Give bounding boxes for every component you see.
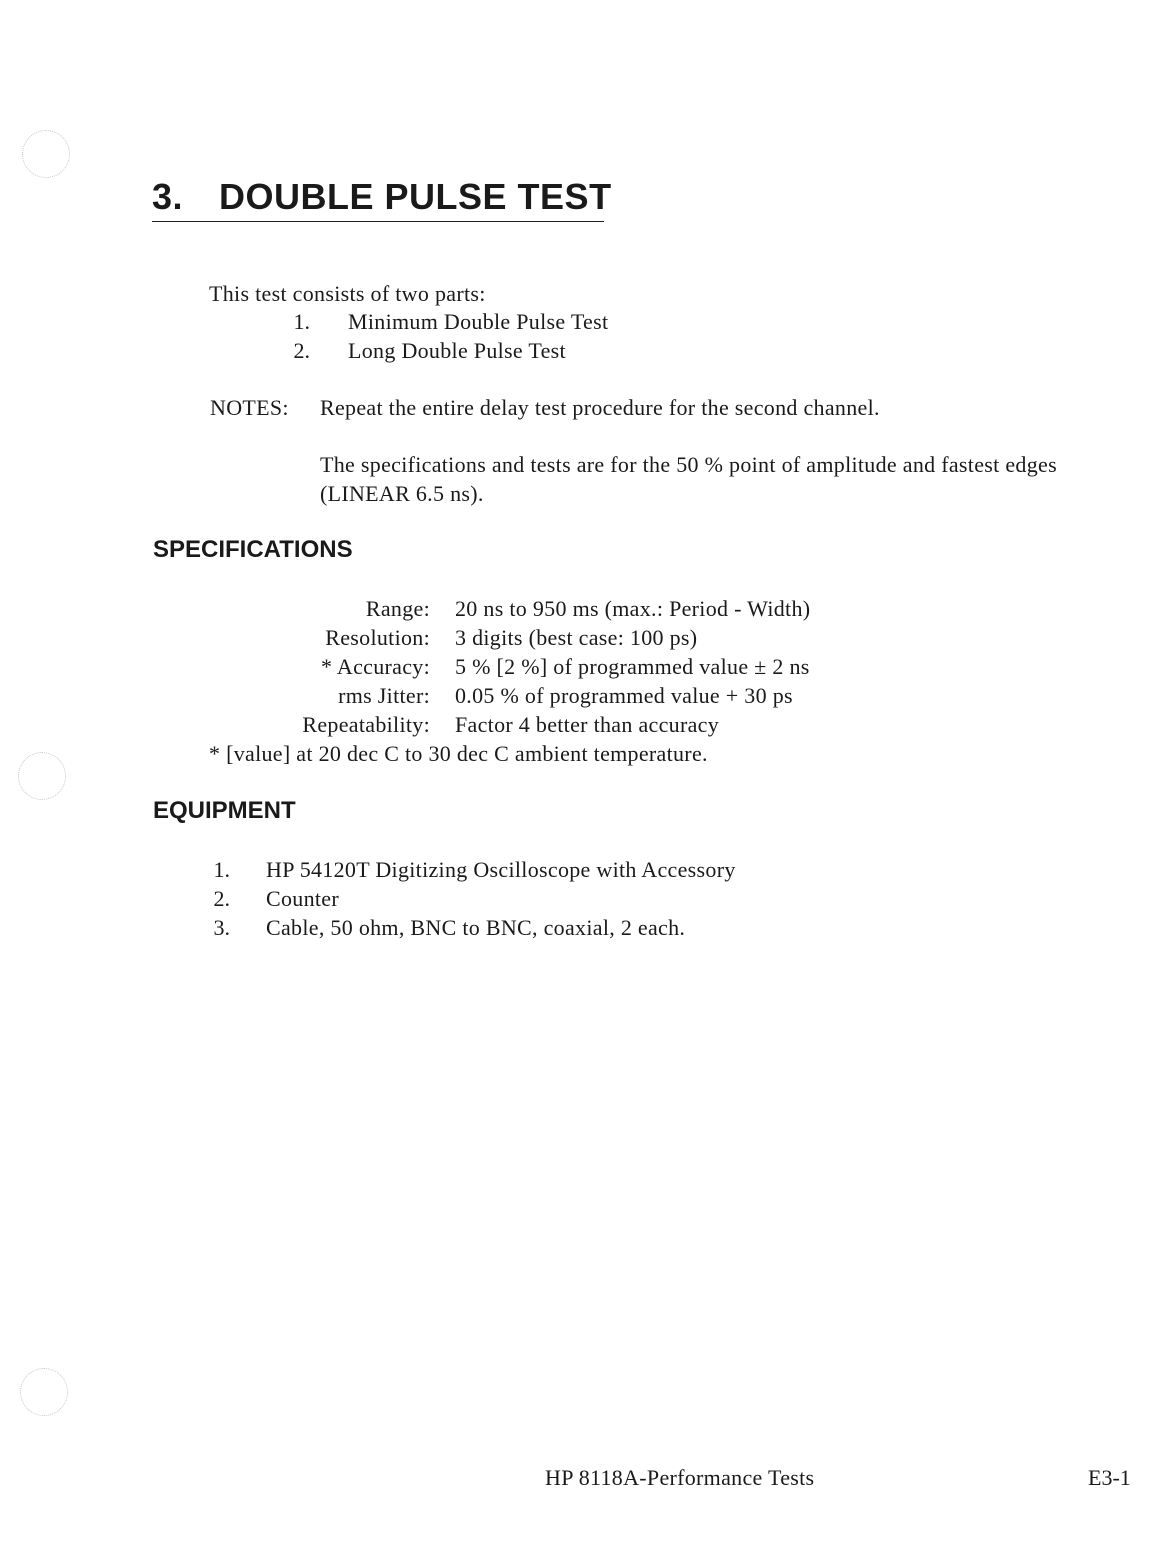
footer-title: HP 8118A-Performance Tests bbox=[545, 1465, 815, 1490]
note-text: Repeat the entire delay test procedure for the second channel. bbox=[320, 395, 880, 420]
note-text: The specifications and tests are for the 50 % point of amplitude and fastest edges bbox=[320, 452, 1057, 477]
equipment-number: 2. bbox=[213, 886, 230, 911]
part-item: Long Double Pulse Test bbox=[348, 338, 566, 363]
equipment-item: Cable, 50 ohm, BNC to BNC, coaxial, 2 each. bbox=[266, 915, 686, 940]
equipment-heading: EQUIPMENT bbox=[153, 797, 296, 824]
section-number: 3. bbox=[152, 176, 184, 217]
section-title: DOUBLE PULSE TEST bbox=[219, 176, 612, 217]
page-number: E3-1 bbox=[1088, 1465, 1131, 1490]
spec-footnote: * [value] at 20 dec C to 30 dec C ambient temperature. bbox=[209, 741, 708, 766]
equipment-item: Counter bbox=[266, 886, 339, 911]
punch-hole bbox=[18, 752, 66, 800]
punch-hole bbox=[22, 130, 70, 178]
specifications-heading: SPECIFICATIONS bbox=[153, 536, 353, 563]
equipment-number: 3. bbox=[213, 915, 230, 940]
spec-label: Repeatability: bbox=[302, 712, 430, 737]
spec-label: rms Jitter: bbox=[338, 683, 430, 708]
spec-label: Range: bbox=[365, 596, 430, 621]
note-text: (LINEAR 6.5 ns). bbox=[320, 481, 484, 506]
spec-value: Factor 4 better than accuracy bbox=[455, 712, 720, 737]
notes-label: NOTES: bbox=[210, 395, 289, 420]
part-number: 1. bbox=[293, 309, 310, 334]
spec-value: 20 ns to 950 ms (max.: Period - Width) bbox=[455, 596, 811, 621]
page-title bbox=[152, 176, 612, 218]
intro-text: This test consists of two parts: bbox=[209, 281, 486, 306]
spec-value: 3 digits (best case: 100 ps) bbox=[455, 625, 698, 650]
part-item: Minimum Double Pulse Test bbox=[348, 309, 609, 334]
spec-label: * Accuracy: bbox=[321, 654, 430, 679]
title-underline bbox=[152, 221, 604, 222]
spec-value: 5 % [2 %] of programmed value ± 2 ns bbox=[455, 654, 810, 679]
spec-value: 0.05 % of programmed value + 30 ps bbox=[455, 683, 793, 708]
equipment-item: HP 54120T Digitizing Oscilloscope with Accessory bbox=[266, 857, 736, 882]
equipment-number: 1. bbox=[213, 857, 230, 882]
spec-label: Resolution: bbox=[325, 625, 430, 650]
part-number: 2. bbox=[293, 338, 310, 363]
punch-hole bbox=[20, 1368, 68, 1416]
